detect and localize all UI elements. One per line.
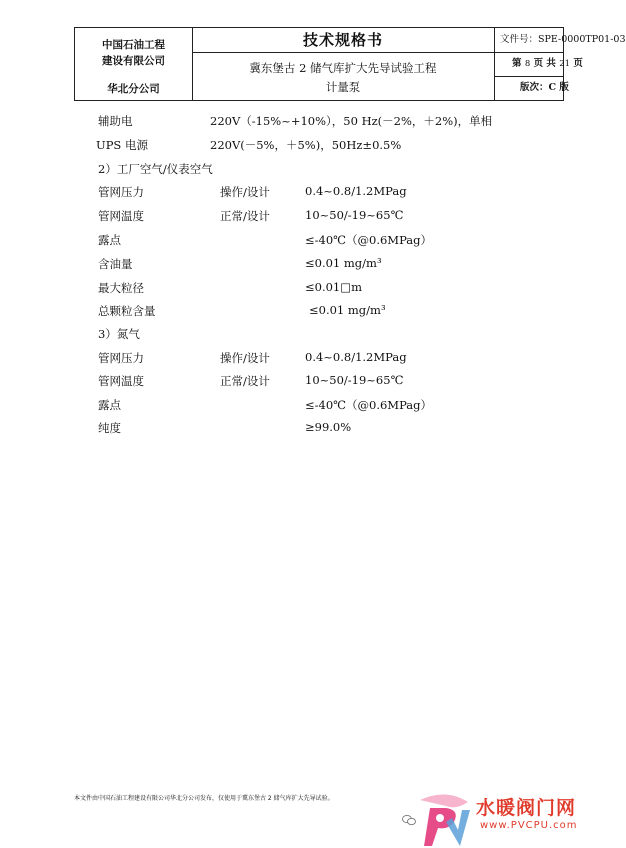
power-label: UPS 电源 [96,138,148,152]
spec-label: 管网温度 [98,374,144,388]
page-mid: 页 共 [533,58,556,69]
spec-value: ≤-40℃（@0.6MPag） [305,233,433,247]
power-value: 220V（-15%~+10%），50 Hz(－2%，＋2%)，单相 [210,114,493,128]
watermark [402,792,600,848]
page-total: 21 [559,59,571,69]
equipment-name: 计量泵 [325,80,361,94]
document-page: 中国石油工程 建设有限公司 华北分公司 技术规格书 冀东堡古 2 储气库扩大先导试验工程 计量泵 文件号：SPE-0000TP01-03 第 8 页 共 21 页 版次：C 版 辅助电 220V（-15%~+10%），50 Hz(－2%，＋2%)，单相 UPS 电源 220V(－5%，＋5%)，50Hz±0.5% 2）工厂空气/仪表空气 管网压力 操作/设计 0.4~0.8/1.2MPag 管网温度 正常/设计 10~50/-19~65℃ 露点 ≤-40℃（@0.6MPag） 含油量 ≤0.01 mg/m³ 最大粒径 ≤0.01□m 总颗粒含量 ≤0.01 mg/m³ 3）氮气 管网压力 操作/设计 0.4~0.8/1.2MPag 管网温度 正常/设计 10~50/-19~65℃ 露点 ≤-40℃（@0.6MPag） 纯度 ≥99.0% 本文件由中国石油工程建设有限公司华北分公司发布，仅使用于冀东堡古 2 储气库扩大先导试验。 水暖阀门网 www.PVCPU.com [0,0,600,848]
spec-value: ≤0.01□m [305,280,363,294]
company-name-line2: 建设有限公司 [102,55,165,67]
spec-label: 纯度 [98,421,121,435]
power-label: 辅助电 [98,114,133,128]
spec-label: 露点 [98,233,121,247]
spec-condition: 操作/设计 [220,185,270,199]
watermark-text: 水暖阀门网 [476,797,577,819]
document-title: 技术规格书 [302,31,383,49]
spec-condition: 正常/设计 [220,209,270,223]
watermark-url: www.PVCPU.com [480,820,578,831]
page-suffix: 页 [573,58,583,69]
version: 版次：C 版 [520,82,569,93]
company-branch: 华北分公司 [107,83,160,95]
spec-value: ≤0.01 mg/m³ [305,256,382,270]
pv-logo-icon [416,792,478,848]
spec-value: 10~50/-19~65℃ [305,208,404,222]
wechat-icon [402,814,416,826]
company-cell [75,28,192,100]
spec-value: ≤-40℃（@0.6MPag） [305,398,433,412]
spec-label: 露点 [98,398,121,412]
power-value: 220V(－5%，＋5%)，50Hz±0.5% [210,138,402,152]
spec-label: 最大粒径 [98,281,144,295]
spec-label: 管网压力 [98,185,144,199]
spec-condition: 正常/设计 [220,374,270,388]
page-prefix: 第 [512,58,522,69]
spec-value: 0.4~0.8/1.2MPag [305,350,407,364]
company-name-line1: 中国石油工程 [102,39,165,51]
page-number: 8 [524,59,531,69]
spec-label: 总颗粒含量 [98,304,156,318]
spec-label: 管网温度 [98,209,144,223]
spec-condition: 操作/设计 [220,351,270,365]
spec-label: 含油量 [98,257,133,271]
header-table [74,27,626,101]
footer-note: 本文件由中国石油工程建设有限公司华北分公司发布，仅使用于冀东堡古 2 储气库扩大先导试验。 [74,795,334,802]
spec-value: 0.4~0.8/1.2MPag [305,184,407,198]
project-name: 冀东堡古 2 储气库扩大先导试验工程 [249,61,437,75]
spec-value: 10~50/-19~65℃ [305,373,404,387]
spec-value: ≤0.01 mg/m³ [309,303,386,317]
spec-label: 管网压力 [98,351,144,365]
project-cell [192,52,494,100]
spec-value: ≥99.0% [305,420,352,434]
doc-number: 文件号：SPE-0000TP01-03 [500,34,626,45]
page-indicator [494,52,582,76]
